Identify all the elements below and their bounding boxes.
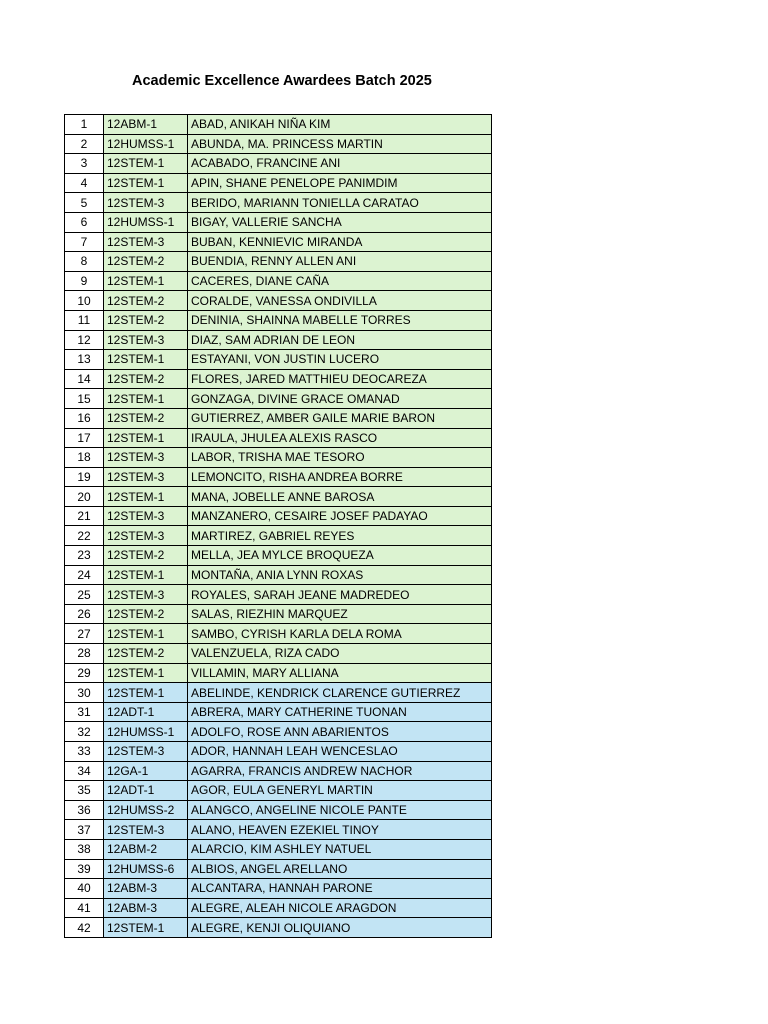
row-number-cell: 25 bbox=[65, 585, 104, 605]
table-row bbox=[65, 389, 492, 409]
table-row bbox=[65, 604, 492, 624]
table-row bbox=[65, 781, 492, 801]
row-number-cell: 6 bbox=[65, 212, 104, 232]
student-name-cell: LEMONCITO, RISHA ANDREA BORRE bbox=[188, 467, 492, 487]
section-cell: 12STEM-2 bbox=[104, 310, 188, 330]
student-name-cell: BUBAN, KENNIEVIC MIRANDA bbox=[188, 232, 492, 252]
table-row bbox=[65, 212, 492, 232]
section-cell: 12STEM-3 bbox=[104, 820, 188, 840]
row-number-cell: 8 bbox=[65, 252, 104, 272]
section-cell: 12STEM-3 bbox=[104, 742, 188, 762]
row-number-cell: 11 bbox=[65, 310, 104, 330]
table-row bbox=[65, 467, 492, 487]
section-cell: 12GA-1 bbox=[104, 761, 188, 781]
row-number-cell: 21 bbox=[65, 506, 104, 526]
student-name-cell: ALEGRE, KENJI OLIQUIANO bbox=[188, 918, 492, 938]
table-row bbox=[65, 173, 492, 193]
section-cell: 12STEM-3 bbox=[104, 448, 188, 468]
student-name-cell: ALANGCO, ANGELINE NICOLE PANTE bbox=[188, 800, 492, 820]
section-cell: 12STEM-2 bbox=[104, 604, 188, 624]
student-name-cell: ALARCIO, KIM ASHLEY NATUEL bbox=[188, 839, 492, 859]
student-name-cell: ACABADO, FRANCINE ANI bbox=[188, 154, 492, 174]
section-cell: 12STEM-2 bbox=[104, 644, 188, 664]
table-row bbox=[65, 839, 492, 859]
awardees-table bbox=[64, 114, 492, 938]
row-number-cell: 17 bbox=[65, 428, 104, 448]
table-row bbox=[65, 369, 492, 389]
row-number-cell: 28 bbox=[65, 644, 104, 664]
table-row bbox=[65, 428, 492, 448]
student-name-cell: IRAULA, JHULEA ALEXIS RASCO bbox=[188, 428, 492, 448]
section-cell: 12STEM-3 bbox=[104, 232, 188, 252]
row-number-cell: 7 bbox=[65, 232, 104, 252]
student-name-cell: MANZANERO, CESAIRE JOSEF PADAYAO bbox=[188, 506, 492, 526]
section-cell: 12STEM-2 bbox=[104, 369, 188, 389]
section-cell: 12STEM-1 bbox=[104, 173, 188, 193]
section-cell: 12STEM-1 bbox=[104, 683, 188, 703]
section-cell: 12HUMSS-6 bbox=[104, 859, 188, 879]
student-name-cell: ROYALES, SARAH JEANE MADREDEO bbox=[188, 585, 492, 605]
row-number-cell: 15 bbox=[65, 389, 104, 409]
table-row bbox=[65, 585, 492, 605]
section-cell: 12HUMSS-1 bbox=[104, 212, 188, 232]
row-number-cell: 18 bbox=[65, 448, 104, 468]
table-row bbox=[65, 761, 492, 781]
row-number-cell: 2 bbox=[65, 134, 104, 154]
student-name-cell: BIGAY, VALLERIE SANCHA bbox=[188, 212, 492, 232]
row-number-cell: 34 bbox=[65, 761, 104, 781]
page-title: Academic Excellence Awardees Batch 2025 bbox=[132, 73, 432, 89]
student-name-cell: BUENDIA, RENNY ALLEN ANI bbox=[188, 252, 492, 272]
table-row bbox=[65, 506, 492, 526]
section-cell: 12STEM-1 bbox=[104, 271, 188, 291]
row-number-cell: 39 bbox=[65, 859, 104, 879]
student-name-cell: ADOLFO, ROSE ANN ABARIENTOS bbox=[188, 722, 492, 742]
section-cell: 12ADT-1 bbox=[104, 702, 188, 722]
student-name-cell: ALEGRE, ALEAH NICOLE ARAGDON bbox=[188, 898, 492, 918]
table-row bbox=[65, 644, 492, 664]
row-number-cell: 29 bbox=[65, 663, 104, 683]
row-number-cell: 30 bbox=[65, 683, 104, 703]
table-row bbox=[65, 115, 492, 135]
student-name-cell: FLORES, JARED MATTHIEU DEOCAREZA bbox=[188, 369, 492, 389]
student-name-cell: ABRERA, MARY CATHERINE TUONAN bbox=[188, 702, 492, 722]
row-number-cell: 12 bbox=[65, 330, 104, 350]
table-row bbox=[65, 291, 492, 311]
row-number-cell: 24 bbox=[65, 565, 104, 585]
table-row bbox=[65, 918, 492, 938]
section-cell: 12STEM-1 bbox=[104, 918, 188, 938]
student-name-cell: LABOR, TRISHA MAE TESORO bbox=[188, 448, 492, 468]
table-row bbox=[65, 702, 492, 722]
row-number-cell: 5 bbox=[65, 193, 104, 213]
table-row bbox=[65, 742, 492, 762]
row-number-cell: 36 bbox=[65, 800, 104, 820]
table-row bbox=[65, 663, 492, 683]
section-cell: 12STEM-1 bbox=[104, 389, 188, 409]
table-row bbox=[65, 526, 492, 546]
row-number-cell: 35 bbox=[65, 781, 104, 801]
student-name-cell: SAMBO, CYRISH KARLA DELA ROMA bbox=[188, 624, 492, 644]
student-name-cell: ALBIOS, ANGEL ARELLANO bbox=[188, 859, 492, 879]
row-number-cell: 20 bbox=[65, 487, 104, 507]
table-row bbox=[65, 879, 492, 899]
row-number-cell: 38 bbox=[65, 839, 104, 859]
student-name-cell: ALANO, HEAVEN EZEKIEL TINOY bbox=[188, 820, 492, 840]
table-row bbox=[65, 898, 492, 918]
student-name-cell: MONTAÑA, ANIA LYNN ROXAS bbox=[188, 565, 492, 585]
row-number-cell: 16 bbox=[65, 408, 104, 428]
student-name-cell: MARTIREZ, GABRIEL REYES bbox=[188, 526, 492, 546]
section-cell: 12STEM-1 bbox=[104, 624, 188, 644]
row-number-cell: 23 bbox=[65, 546, 104, 566]
section-cell: 12STEM-1 bbox=[104, 350, 188, 370]
table-row bbox=[65, 448, 492, 468]
row-number-cell: 9 bbox=[65, 271, 104, 291]
table-row bbox=[65, 310, 492, 330]
row-number-cell: 10 bbox=[65, 291, 104, 311]
table-row bbox=[65, 624, 492, 644]
student-name-cell: APIN, SHANE PENELOPE PANIMDIM bbox=[188, 173, 492, 193]
section-cell: 12ABM-1 bbox=[104, 115, 188, 135]
table-row bbox=[65, 252, 492, 272]
section-cell: 12ABM-3 bbox=[104, 898, 188, 918]
section-cell: 12STEM-2 bbox=[104, 291, 188, 311]
row-number-cell: 41 bbox=[65, 898, 104, 918]
table-row bbox=[65, 820, 492, 840]
student-name-cell: ABAD, ANIKAH NIÑA KIM bbox=[188, 115, 492, 135]
section-cell: 12HUMSS-2 bbox=[104, 800, 188, 820]
student-name-cell: GUTIERREZ, AMBER GAILE MARIE BARON bbox=[188, 408, 492, 428]
row-number-cell: 31 bbox=[65, 702, 104, 722]
section-cell: 12STEM-1 bbox=[104, 154, 188, 174]
section-cell: 12STEM-1 bbox=[104, 487, 188, 507]
section-cell: 12STEM-1 bbox=[104, 428, 188, 448]
student-name-cell: SALAS, RIEZHIN MARQUEZ bbox=[188, 604, 492, 624]
student-name-cell: DIAZ, SAM ADRIAN DE LEON bbox=[188, 330, 492, 350]
table-row bbox=[65, 800, 492, 820]
section-cell: 12STEM-3 bbox=[104, 526, 188, 546]
section-cell: 12STEM-3 bbox=[104, 506, 188, 526]
row-number-cell: 40 bbox=[65, 879, 104, 899]
student-name-cell: ABUNDA, MA. PRINCESS MARTIN bbox=[188, 134, 492, 154]
section-cell: 12STEM-3 bbox=[104, 585, 188, 605]
student-name-cell: AGARRA, FRANCIS ANDREW NACHOR bbox=[188, 761, 492, 781]
section-cell: 12ADT-1 bbox=[104, 781, 188, 801]
section-cell: 12ABM-2 bbox=[104, 839, 188, 859]
student-name-cell: BERIDO, MARIANN TONIELLA CARATAO bbox=[188, 193, 492, 213]
section-cell: 12ABM-3 bbox=[104, 879, 188, 899]
table-row bbox=[65, 722, 492, 742]
row-number-cell: 3 bbox=[65, 154, 104, 174]
row-number-cell: 27 bbox=[65, 624, 104, 644]
table-row bbox=[65, 408, 492, 428]
student-name-cell: MELLA, JEA MYLCE BROQUEZA bbox=[188, 546, 492, 566]
student-name-cell: DENINIA, SHAINNA MABELLE TORRES bbox=[188, 310, 492, 330]
table-row bbox=[65, 154, 492, 174]
row-number-cell: 32 bbox=[65, 722, 104, 742]
student-name-cell: ABELINDE, KENDRICK CLARENCE GUTIERREZ bbox=[188, 683, 492, 703]
table-row bbox=[65, 683, 492, 703]
section-cell: 12STEM-2 bbox=[104, 408, 188, 428]
student-name-cell: ALCANTARA, HANNAH PARONE bbox=[188, 879, 492, 899]
table-row bbox=[65, 565, 492, 585]
section-cell: 12HUMSS-1 bbox=[104, 134, 188, 154]
section-cell: 12STEM-2 bbox=[104, 546, 188, 566]
table-row bbox=[65, 271, 492, 291]
section-cell: 12HUMSS-1 bbox=[104, 722, 188, 742]
row-number-cell: 42 bbox=[65, 918, 104, 938]
row-number-cell: 26 bbox=[65, 604, 104, 624]
section-cell: 12STEM-2 bbox=[104, 252, 188, 272]
student-name-cell: VILLAMIN, MARY ALLIANA bbox=[188, 663, 492, 683]
table-row bbox=[65, 232, 492, 252]
table-row bbox=[65, 330, 492, 350]
table-row bbox=[65, 487, 492, 507]
row-number-cell: 37 bbox=[65, 820, 104, 840]
table-row bbox=[65, 193, 492, 213]
student-name-cell: ESTAYANI, VON JUSTIN LUCERO bbox=[188, 350, 492, 370]
student-name-cell: AGOR, EULA GENERYL MARTIN bbox=[188, 781, 492, 801]
student-name-cell: CACERES, DIANE CAÑA bbox=[188, 271, 492, 291]
table-row bbox=[65, 859, 492, 879]
row-number-cell: 13 bbox=[65, 350, 104, 370]
row-number-cell: 33 bbox=[65, 742, 104, 762]
table-row bbox=[65, 546, 492, 566]
row-number-cell: 14 bbox=[65, 369, 104, 389]
section-cell: 12STEM-1 bbox=[104, 663, 188, 683]
student-name-cell: ADOR, HANNAH LEAH WENCESLAO bbox=[188, 742, 492, 762]
row-number-cell: 1 bbox=[65, 115, 104, 135]
table-row bbox=[65, 134, 492, 154]
section-cell: 12STEM-3 bbox=[104, 467, 188, 487]
row-number-cell: 22 bbox=[65, 526, 104, 546]
student-name-cell: MANA, JOBELLE ANNE BAROSA bbox=[188, 487, 492, 507]
student-name-cell: GONZAGA, DIVINE GRACE OMANAD bbox=[188, 389, 492, 409]
section-cell: 12STEM-3 bbox=[104, 330, 188, 350]
row-number-cell: 19 bbox=[65, 467, 104, 487]
section-cell: 12STEM-3 bbox=[104, 193, 188, 213]
student-name-cell: VALENZUELA, RIZA CADO bbox=[188, 644, 492, 664]
section-cell: 12STEM-1 bbox=[104, 565, 188, 585]
table-row bbox=[65, 350, 492, 370]
row-number-cell: 4 bbox=[65, 173, 104, 193]
awardees-table-body bbox=[65, 115, 492, 938]
student-name-cell: CORALDE, VANESSA ONDIVILLA bbox=[188, 291, 492, 311]
